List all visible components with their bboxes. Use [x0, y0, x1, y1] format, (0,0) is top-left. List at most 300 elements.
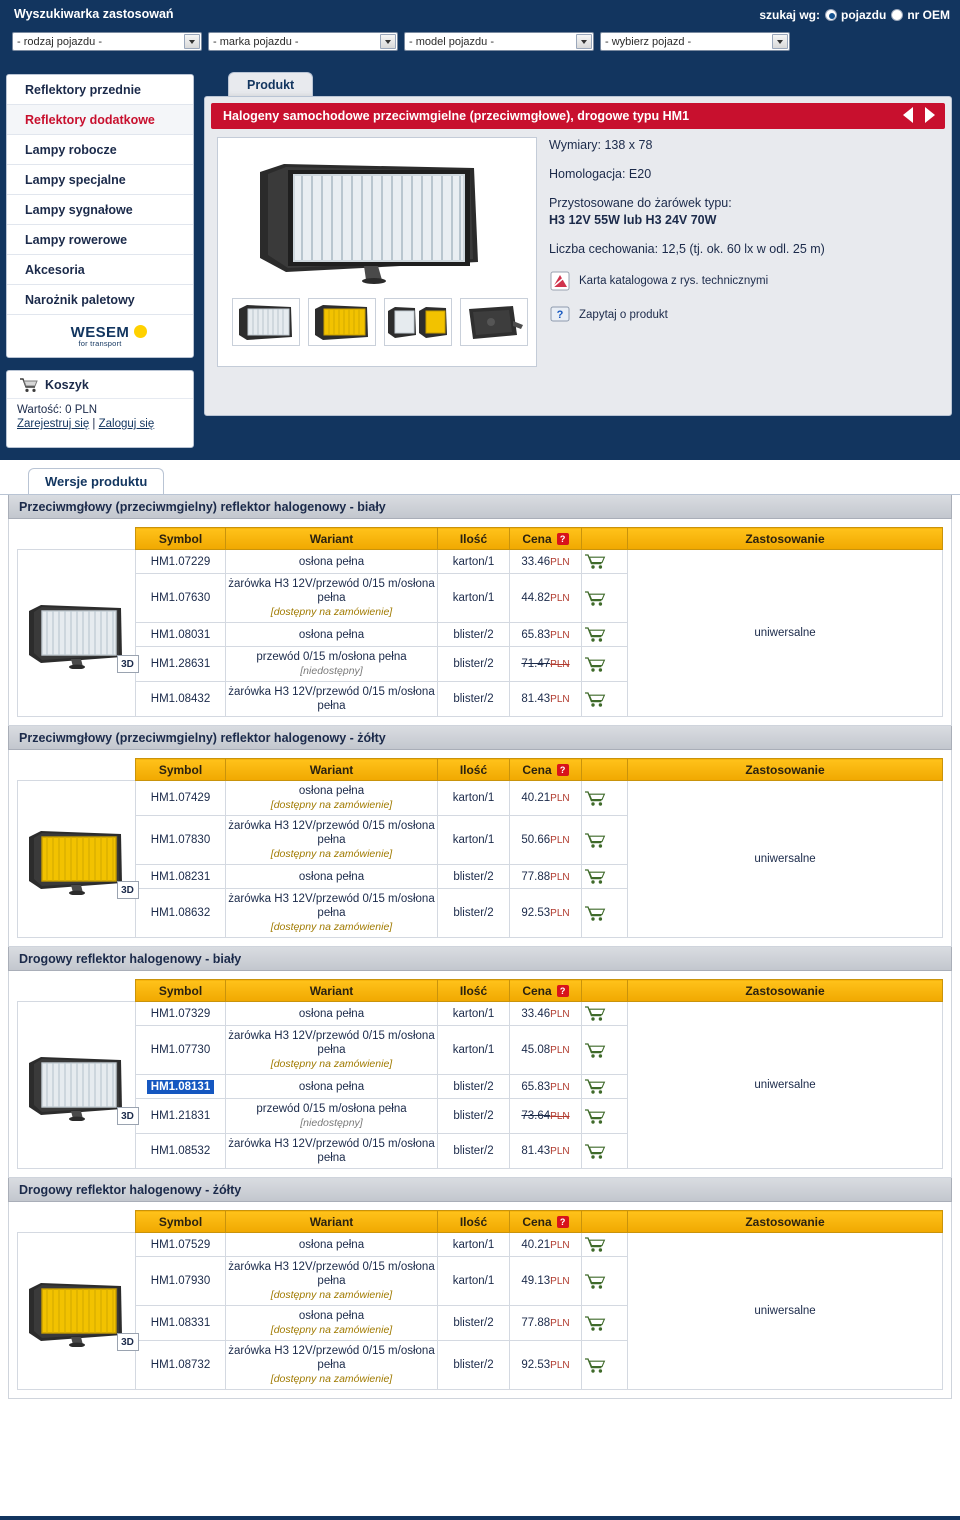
version-group [8, 495, 952, 726]
price-value: 49.13 [521, 1275, 551, 1287]
add-to-cart-button[interactable] [582, 1306, 628, 1341]
spec-homologation: Homologacja: E20 [549, 167, 652, 181]
select-vehicle-type-value: - rodzaj pojazdu - [17, 35, 102, 48]
cell-symbol[interactable] [136, 574, 226, 623]
cell-qty [438, 889, 510, 938]
cell-variant [226, 1341, 438, 1390]
sidebar-item-0[interactable] [7, 75, 193, 105]
badge-3d[interactable]: 3D [117, 1107, 139, 1125]
cell-qty [438, 816, 510, 865]
sidebar-item-3[interactable] [7, 165, 193, 195]
select-vehicle-type[interactable] [12, 32, 202, 51]
ask-product-link[interactable] [549, 304, 939, 326]
price-help-icon[interactable]: ? [557, 1216, 569, 1228]
version-group-title-label: Drogowy reflektor halogenowy - żółty [19, 1182, 242, 1197]
symbol-value: HM1.28631 [150, 658, 211, 670]
cell-variant [226, 1075, 438, 1099]
variant-value: przewód 0/15 m/osłona pełna [256, 651, 407, 663]
cell-price [510, 574, 582, 623]
symbol-value: HM1.08432 [150, 693, 211, 705]
logo-name: WESEM [70, 324, 130, 341]
price-currency: PLN [550, 593, 570, 604]
price-value: 65.83 [521, 628, 551, 641]
version-group-body [8, 750, 952, 947]
cell-symbol[interactable] [136, 781, 226, 816]
version-group [8, 947, 952, 1178]
table-row [18, 1002, 943, 1026]
symbol-value: HM1.08231 [150, 870, 211, 883]
col-variant-label: Wariant [309, 1214, 354, 1229]
price-value: 77.88 [521, 1317, 551, 1329]
col-symbol-label: Symbol [158, 531, 203, 546]
cell-qty [438, 781, 510, 816]
variant-value: żarówka H3 12V/przewód 0/15 m/osłona pełna [228, 1261, 435, 1287]
qty-value: blister/2 [453, 1317, 494, 1329]
add-to-cart-button[interactable] [582, 647, 628, 682]
search-mode-group [759, 8, 950, 22]
version-group-title-label: Przeciwmgłowy (przeciwmgielny) reflektor halogenowy - żółty [19, 730, 386, 745]
col-cart [582, 980, 628, 1002]
col-variant [226, 759, 438, 781]
qty-value: karton/1 [452, 592, 495, 604]
symbol-value: HM1.08632 [150, 907, 211, 919]
col-qty [438, 1211, 510, 1233]
cell-qty [438, 1257, 510, 1306]
cell-price [510, 1341, 582, 1390]
cell-variant [226, 1099, 438, 1134]
versions-table [17, 758, 943, 938]
col-price-label: Cena [522, 762, 552, 777]
cell-price [510, 550, 582, 574]
price-value: 92.53 [521, 907, 551, 919]
select-vehicle-choose-value: - wybierz pojazd - [605, 35, 692, 48]
qty-value: blister/2 [453, 693, 494, 705]
add-to-cart-button[interactable] [582, 865, 628, 889]
add-to-cart-button[interactable] [582, 1257, 628, 1306]
cell-symbol[interactable] [136, 623, 226, 647]
availability-note: [dostępny na zamówienie] [270, 1289, 393, 1301]
version-group-title-label: Przeciwmgłowy (przeciwmgielny) reflektor halogenowy - biały [19, 499, 386, 514]
cell-qty [438, 550, 510, 574]
col-qty-label: Ilość [459, 762, 488, 777]
cell-price [510, 889, 582, 938]
sidebar-item-label: Akcesoria [25, 262, 85, 277]
cell-symbol[interactable] [136, 816, 226, 865]
badge-3d[interactable]: 3D [117, 655, 139, 673]
cell-symbol[interactable] [136, 1257, 226, 1306]
search-mode-vehicle-label: pojazdu [841, 8, 887, 22]
cell-variant [226, 865, 438, 889]
version-group-title [8, 1178, 952, 1202]
cell-qty [438, 1075, 510, 1099]
symbol-value: HM1.07229 [150, 555, 211, 568]
col-variant-label: Wariant [309, 531, 354, 546]
product-pager [903, 107, 935, 123]
add-to-cart-button[interactable] [582, 1002, 628, 1026]
search-mode-vehicle[interactable] [825, 8, 886, 22]
sidebar-item-label: Narożnik paletowy [25, 292, 135, 307]
symbol-value: HM1.07329 [150, 1007, 211, 1020]
cell-symbol[interactable] [136, 682, 226, 717]
variant-value: osłona pełna [298, 555, 365, 568]
select-vehicle-model-value: - model pojazdu - [409, 35, 494, 48]
price-currency: PLN [550, 1360, 570, 1371]
badge-3d[interactable]: 3D [117, 1333, 139, 1351]
col-symbol-label: Symbol [158, 762, 203, 777]
add-to-cart-button[interactable] [582, 781, 628, 816]
cell-qty [438, 1233, 510, 1257]
sidebar-item-2[interactable] [7, 135, 193, 165]
cell-qty [438, 647, 510, 682]
price-value: 50.66 [521, 834, 551, 846]
group-lamp-image[interactable] [18, 1002, 136, 1169]
cell-variant [226, 1306, 438, 1341]
table-row [18, 550, 943, 574]
availability-note: [dostępny na zamówienie] [270, 921, 393, 933]
datasheet-link[interactable] [549, 270, 939, 292]
tab-produkt[interactable] [228, 72, 313, 96]
col-variant [226, 528, 438, 550]
price-value: 81.43 [521, 693, 551, 705]
cell-application [628, 550, 943, 717]
col-application [628, 1211, 943, 1233]
cell-variant [226, 1002, 438, 1026]
version-group-body [8, 1202, 952, 1399]
ask-product-label: Zapytaj o produkt [579, 308, 668, 321]
product-image-box [217, 137, 537, 367]
col-application [628, 759, 943, 781]
radio-oem-icon[interactable] [891, 9, 903, 21]
col-qty-label: Ilość [459, 531, 488, 546]
version-group-body [8, 519, 952, 726]
question-icon [549, 304, 571, 326]
spec-bulb-value: H3 12V 55W lub H3 24V 70W [549, 213, 717, 227]
add-to-cart-button[interactable] [582, 1134, 628, 1169]
cell-application [628, 781, 943, 938]
add-to-cart-button[interactable] [582, 1233, 628, 1257]
qty-value: blister/2 [453, 628, 494, 641]
col-variant [226, 1211, 438, 1233]
sidebar-item-4[interactable] [7, 195, 193, 225]
product-panel [204, 96, 952, 416]
variant-value: osłona pełna [298, 870, 365, 883]
symbol-value: HM1.07830 [150, 834, 211, 846]
application-value: uniwersalne [754, 853, 816, 865]
select-vehicle-choose[interactable] [600, 32, 790, 51]
symbol-value: HM1.07930 [150, 1275, 211, 1287]
cell-symbol[interactable] [136, 1002, 226, 1026]
cell-symbol[interactable] [136, 1099, 226, 1134]
vehicle-search-bar [0, 0, 960, 60]
search-mode-oem[interactable] [891, 8, 950, 22]
availability-note: [niedostępny] [300, 1117, 363, 1129]
variant-value: żarówka H3 12V/przewód 0/15 m/osłona pełna [228, 686, 435, 712]
price-value: 71.47 [521, 658, 551, 670]
cell-price [510, 1306, 582, 1341]
qty-value: blister/2 [453, 1110, 494, 1122]
version-group-title [8, 495, 952, 519]
col-application-label: Zastosowanie [745, 762, 825, 777]
version-group [8, 726, 952, 947]
search-mode-label: szukaj wg: [759, 8, 820, 22]
col-symbol [136, 528, 226, 550]
cell-variant [226, 1257, 438, 1306]
col-application-label: Zastosowanie [745, 531, 825, 546]
cell-symbol[interactable] [136, 889, 226, 938]
sidebar-item-7[interactable] [7, 285, 193, 315]
col-symbol-label: Symbol [158, 1214, 203, 1229]
price-currency: PLN [550, 835, 570, 846]
price-value: 40.21 [521, 792, 551, 804]
cell-price [510, 1002, 582, 1026]
col-qty [438, 980, 510, 1002]
badge-3d[interactable]: 3D [117, 881, 139, 899]
chevron-down-icon[interactable] [380, 34, 396, 49]
qty-value: blister/2 [453, 1080, 494, 1093]
add-to-cart-button[interactable] [582, 1026, 628, 1075]
qty-value: karton/1 [452, 555, 495, 568]
sidebar-item-6[interactable] [7, 255, 193, 285]
col-symbol [136, 759, 226, 781]
add-to-cart-button[interactable] [582, 1075, 628, 1099]
availability-note: [dostępny na zamówienie] [270, 606, 393, 618]
cell-qty [438, 1099, 510, 1134]
symbol-value: HM1.07529 [150, 1238, 211, 1251]
cell-price [510, 1026, 582, 1075]
versions-groups [0, 495, 960, 1399]
availability-note: [dostępny na zamówienie] [270, 1324, 393, 1336]
col-cart [582, 759, 628, 781]
frame-edge-bottom [0, 1516, 960, 1520]
cell-qty [438, 1026, 510, 1075]
symbol-value: HM1.07730 [150, 1044, 211, 1056]
cell-price [510, 1134, 582, 1169]
spec-bulb [549, 195, 939, 229]
sidebar-item-1[interactable] [7, 105, 193, 135]
price-value: 77.88 [521, 870, 551, 883]
tab-produkt-label: Produkt [247, 77, 295, 92]
price-currency: PLN [550, 556, 570, 568]
cell-application [628, 1002, 943, 1169]
cell-qty [438, 574, 510, 623]
add-to-cart-button[interactable] [582, 682, 628, 717]
cell-symbol[interactable] [136, 550, 226, 574]
col-variant-label: Wariant [309, 983, 354, 998]
chevron-down-icon[interactable] [184, 34, 200, 49]
cell-price [510, 1099, 582, 1134]
qty-value: karton/1 [452, 834, 495, 846]
cell-variant [226, 1026, 438, 1075]
cell-price [510, 865, 582, 889]
price-currency: PLN [550, 1276, 570, 1287]
select-vehicle-model[interactable] [404, 32, 594, 51]
product-thumbnails [232, 298, 528, 346]
col-price-label: Cena [522, 1214, 552, 1229]
variant-value: osłona pełna [298, 785, 365, 797]
product-title: Halogeny samochodowe przeciwmgielne (przeciwmgłowe), drogowe typu HM1 [223, 109, 690, 123]
cart-icon [19, 377, 39, 393]
col-price-label: Cena [522, 531, 552, 546]
variant-value: żarówka H3 12V/przewód 0/15 m/osłona pełna [228, 820, 435, 846]
add-to-cart-button[interactable] [582, 574, 628, 623]
cell-symbol[interactable] [136, 865, 226, 889]
cell-qty [438, 865, 510, 889]
cell-variant [226, 623, 438, 647]
symbol-value: HM1.08532 [150, 1145, 211, 1157]
version-group-title [8, 726, 952, 750]
cell-symbol[interactable] [136, 1134, 226, 1169]
cell-price [510, 1257, 582, 1306]
cart-value: Wartość: 0 PLN [17, 404, 98, 416]
add-to-cart-button[interactable] [582, 889, 628, 938]
variant-value: przewód 0/15 m/osłona pełna [256, 1103, 407, 1115]
logo-dot-icon [134, 325, 147, 338]
sidebar-item-5[interactable] [7, 225, 193, 255]
register-link[interactable]: Zarejestruj się [17, 418, 90, 430]
col-variant [226, 980, 438, 1002]
spec-marking: Liczba cechowania: 12,5 (tj. ok. 60 lx w odl. 25 m) [549, 242, 825, 256]
symbol-value: HM1.08331 [150, 1317, 211, 1329]
add-to-cart-button[interactable] [582, 550, 628, 574]
col-application-label: Zastosowanie [745, 1214, 825, 1229]
chevron-down-icon[interactable] [772, 34, 788, 49]
cart-header[interactable] [7, 371, 193, 399]
cell-symbol[interactable] [136, 1306, 226, 1341]
search-mode-oem-label: nr OEM [907, 8, 950, 22]
cell-variant [226, 550, 438, 574]
qty-value: blister/2 [453, 1359, 494, 1371]
product-main-image[interactable] [246, 154, 496, 284]
add-to-cart-button[interactable] [582, 1099, 628, 1134]
cell-qty [438, 1002, 510, 1026]
variant-value: żarówka H3 12V/przewód 0/15 m/osłona pełna [228, 1138, 435, 1164]
price-value: 45.08 [521, 1044, 551, 1056]
qty-value: blister/2 [453, 870, 494, 883]
add-to-cart-button[interactable] [582, 623, 628, 647]
price-help-icon[interactable]: ? [557, 533, 569, 545]
col-price-label: Cena [522, 983, 552, 998]
chevron-down-icon[interactable] [576, 34, 592, 49]
price-help-icon[interactable]: ? [557, 985, 569, 997]
group-lamp-image[interactable] [18, 550, 136, 717]
cart-auth-links [7, 418, 193, 430]
thumbnail-yellow[interactable] [308, 298, 376, 346]
thumbnail-white[interactable] [232, 298, 300, 346]
links-separator: | [92, 418, 96, 430]
cell-variant [226, 574, 438, 623]
add-to-cart-button[interactable] [582, 816, 628, 865]
thumbnail-pair[interactable] [384, 298, 452, 346]
product-header [211, 103, 945, 129]
availability-note: [niedostępny] [300, 665, 363, 677]
price-value: 44.82 [521, 592, 551, 604]
cell-symbol[interactable] [136, 1026, 226, 1075]
versions-body [0, 494, 960, 1520]
cell-qty [438, 1134, 510, 1169]
cart-box [6, 370, 194, 448]
cell-qty [438, 1341, 510, 1390]
cell-variant [226, 1134, 438, 1169]
price-currency: PLN [550, 1111, 570, 1122]
qty-value: karton/1 [452, 1044, 495, 1056]
cell-symbol[interactable] [136, 647, 226, 682]
price-currency: PLN [550, 694, 570, 705]
versions-table [17, 979, 943, 1169]
versions-table [17, 1210, 943, 1390]
cell-symbol[interactable] [136, 1075, 226, 1099]
login-link[interactable]: Zaloguj się [98, 418, 155, 430]
version-group-body [8, 971, 952, 1178]
price-currency: PLN [550, 1081, 570, 1093]
cell-price [510, 623, 582, 647]
price-currency: PLN [550, 1239, 570, 1251]
tab-wersje-label: Wersje produktu [45, 474, 148, 489]
price-currency: PLN [550, 793, 570, 804]
product-specs [549, 137, 939, 326]
tab-wersje-produktu[interactable] [28, 468, 164, 494]
col-symbol [136, 980, 226, 1002]
table-header-row [18, 980, 943, 1002]
symbol-value: HM1.07429 [150, 792, 211, 804]
col-cart [582, 528, 628, 550]
select-vehicle-make-value: - marka pojazdu - [213, 35, 299, 48]
availability-note: [dostępny na zamówienie] [270, 848, 393, 860]
select-vehicle-make[interactable] [208, 32, 398, 51]
cell-price [510, 1233, 582, 1257]
cell-qty [438, 623, 510, 647]
arrow-right-icon[interactable] [925, 107, 935, 123]
thumbnail-back[interactable] [460, 298, 528, 346]
price-currency: PLN [550, 659, 570, 670]
availability-note: [dostępny na zamówienie] [270, 1058, 393, 1070]
table-row [18, 1233, 943, 1257]
table-header-row [18, 528, 943, 550]
price-currency: PLN [550, 1045, 570, 1056]
col-qty [438, 759, 510, 781]
cell-variant [226, 647, 438, 682]
col-price [510, 980, 582, 1002]
group-lamp-image[interactable] [18, 1233, 136, 1390]
col-symbol [136, 1211, 226, 1233]
price-help-icon[interactable]: ? [557, 764, 569, 776]
cell-application [628, 1233, 943, 1390]
price-value: 33.46 [521, 555, 551, 568]
application-value: uniwersalne [754, 1305, 816, 1317]
radio-vehicle-icon[interactable] [825, 9, 837, 21]
price-value: 81.43 [521, 1145, 551, 1157]
pdf-icon [549, 270, 571, 292]
col-qty [438, 528, 510, 550]
price-currency: PLN [550, 1146, 570, 1157]
cell-symbol[interactable] [136, 1341, 226, 1390]
version-group [8, 1178, 952, 1399]
symbol-value: HM1.07630 [150, 592, 211, 604]
svg-text:?: ? [556, 309, 564, 321]
variant-value: żarówka H3 12V/przewód 0/15 m/osłona pełna [228, 578, 435, 604]
version-group-title-label: Drogowy reflektor halogenowy - biały [19, 951, 242, 966]
col-application-label: Zastosowanie [745, 983, 825, 998]
symbol-value: HM1.08732 [150, 1359, 211, 1371]
sidebar-logo [7, 315, 193, 357]
col-variant-label: Wariant [309, 762, 354, 777]
logo-tagline: for transport [78, 339, 122, 348]
arrow-left-icon[interactable] [903, 107, 913, 123]
cell-symbol[interactable] [136, 1233, 226, 1257]
variant-value: żarówka H3 12V/przewód 0/15 m/osłona pełna [228, 1030, 435, 1056]
add-to-cart-button[interactable] [582, 1341, 628, 1390]
group-lamp-image[interactable] [18, 781, 136, 938]
cell-variant [226, 816, 438, 865]
